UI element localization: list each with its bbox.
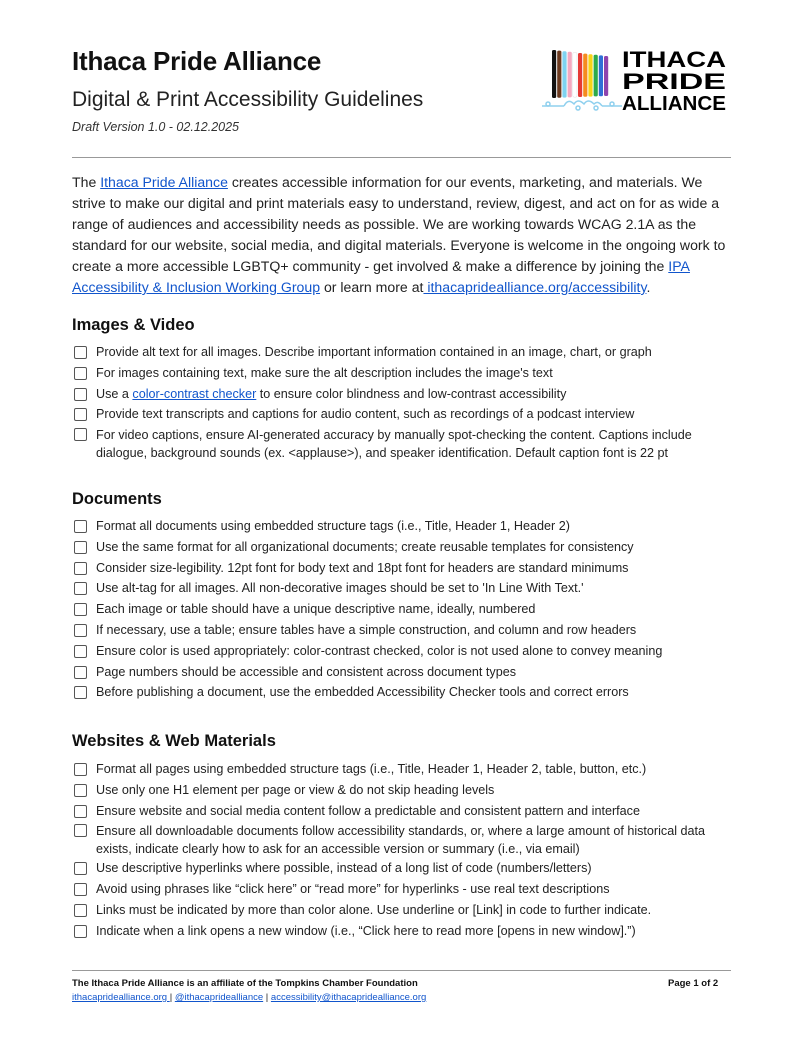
checkbox[interactable]	[74, 624, 87, 637]
checklist-item-text: Consider size-legibility. 12pt font for body text and 18pt font for headers are standard minimums	[96, 560, 629, 575]
intro-paragraph	[72, 172, 736, 298]
document-title: Ithaca Pride Alliance	[72, 46, 322, 76]
logo-graphic	[538, 46, 730, 114]
intro-text: .	[646, 279, 651, 295]
checkbox[interactable]	[74, 428, 87, 441]
images-video-checklist	[74, 342, 736, 462]
checkbox[interactable]	[74, 686, 87, 699]
logo-text: ALLIANCE	[622, 93, 726, 114]
checklist-item	[74, 620, 736, 641]
checklist-item	[74, 384, 736, 405]
accessibility-page-link[interactable]: ithacapridealliance.org/accessibility	[423, 279, 647, 295]
checkbox[interactable]	[74, 763, 87, 776]
checkbox[interactable]	[74, 346, 87, 359]
logo-stripe	[578, 53, 582, 97]
checklist-item-text: Format all pages using embedded structure tags (i.e., Title, Header 1, Header 2, table, button, etc.)	[96, 762, 647, 776]
checklist-item-text: Avoid using phrases like “click here” or “read more” for hyperlinks - use real text descriptions	[96, 882, 610, 897]
checklist-item-text: Before publishing a document, use the embedded Accessibility Checker tools and correct errors	[96, 685, 629, 700]
social-handle-link[interactable]: @ithacapridealliance	[174, 992, 264, 1003]
document-subtitle: Digital & Print Accessibility Guidelines	[72, 88, 424, 111]
checklist-item	[74, 342, 736, 363]
footer-affiliation: The Ithaca Pride Alliance is an affiliate of the Tompkins Chamber Foundation	[72, 978, 418, 989]
checklist-item	[74, 516, 736, 537]
checklist-item-text: Page numbers should be accessible and consistent across document types	[96, 664, 517, 679]
checklist-item	[74, 682, 736, 703]
footer-links	[72, 992, 426, 1003]
checklist-item	[74, 363, 736, 384]
checklist-item-text: Indicate when a link opens a new window (i.e., “Click here to read more [opens in new window].”)	[96, 923, 636, 938]
checklist-item	[74, 425, 736, 462]
checkbox[interactable]	[74, 784, 87, 797]
checklist-item	[74, 537, 736, 558]
section-heading-images-video: Images & Video	[72, 316, 195, 334]
logo-stripe	[557, 51, 561, 98]
checklist-item-text: If necessary, use a table; ensure tables have a simple construction, and column and row headers	[96, 622, 637, 637]
websites-checklist	[74, 759, 736, 942]
documents-checklist	[74, 516, 736, 703]
checkbox[interactable]	[74, 824, 87, 837]
logo-stripe	[552, 50, 556, 98]
working-group-link[interactable]: IPA Accessibility & Inclusion Working Group	[72, 258, 690, 295]
logo-stripe	[588, 54, 592, 96]
checklist-item	[74, 858, 736, 879]
checklist-item	[74, 404, 736, 425]
checklist-item-text: Format all documents using embedded structure tags (i.e., Title, Header 1, Header 2)	[96, 519, 570, 533]
color-contrast-checker-link[interactable]: color-contrast checker	[132, 386, 257, 401]
checklist-item	[74, 558, 736, 579]
logo-stripe	[594, 55, 598, 97]
draft-version: Draft Version 1.0 - 02.12.2025	[72, 120, 239, 134]
separator: |	[169, 992, 175, 1003]
logo-text: ITHACA	[622, 47, 727, 72]
website-link[interactable]: ithacapridealliance.org	[72, 992, 170, 1003]
intro-text: creates accessible information for our events, marketing, and materials. We strive to make our digital and print materials easy to understand, review, digest, and act on for as wide a range of audiences and accessibility needs as possible. We are working towards WCAG 2.1A as the standard for our website, social media, and digital materials. Everyone is welcome in the ongoing work to create a more accessible LGBTQ+ community - get involved & make a difference by joining the	[72, 174, 726, 274]
checklist-item	[74, 599, 736, 620]
logo-stripe	[573, 52, 577, 97]
checklist-item	[74, 578, 736, 599]
checklist-item-text: Ensure website and social media content follow a predictable and consistent pattern and interface	[96, 803, 640, 818]
section-heading-websites: Websites & Web Materials	[72, 732, 276, 750]
checklist-item	[74, 780, 736, 801]
intro-text: The	[72, 174, 101, 190]
checklist-item-text: Ensure color is used appropriately: color-contrast checked, color is not used alone to convey meaning	[96, 643, 663, 658]
logo-stripe	[604, 56, 608, 96]
logo-stripe	[568, 52, 572, 98]
checklist-item-text: Use the same format for all organizational documents; create reusable templates for consistency	[96, 539, 634, 554]
checklist-item	[74, 801, 736, 822]
checklist-item-text: Use a	[96, 386, 133, 401]
checkbox[interactable]	[74, 367, 87, 380]
ithaca-pride-alliance-logo	[538, 46, 730, 114]
checklist-item-text: For video captions, ensure AI-generated accuracy by manually spot-checking the content. Captions include dialogue, background sounds (ex. <applause>), and speaker identification. Default caption font is 22 pt	[96, 428, 692, 461]
page-number: Page 1 of 2	[668, 978, 719, 989]
checkbox[interactable]	[74, 603, 87, 616]
separator: |	[263, 992, 271, 1003]
checkbox[interactable]	[74, 883, 87, 896]
checklist-item-text: Provide text transcripts and captions for audio content, such as recordings of a podcast interview	[96, 407, 635, 422]
intro-text: or learn more at	[320, 279, 424, 295]
checklist-item	[74, 821, 736, 858]
checklist-item	[74, 641, 736, 662]
ithaca-pride-alliance-link[interactable]: Ithaca Pride Alliance	[100, 174, 228, 190]
checkbox[interactable]	[74, 388, 87, 401]
checklist-item-text: Use descriptive hyperlinks where possible, instead of a long list of code (numbers/letters)	[96, 861, 592, 876]
checklist-item	[74, 662, 736, 683]
checkbox[interactable]	[74, 666, 87, 679]
checkbox[interactable]	[74, 904, 87, 917]
logo-stripe	[599, 55, 603, 96]
checklist-item	[74, 879, 736, 900]
checklist-item-text: to ensure color blindness and low-contrast accessibility	[256, 386, 567, 401]
footer-divider	[72, 970, 731, 971]
checklist-item-text: Ensure all downloadable documents follow accessibility standards, or, where a large amount of historical data exists, indicate clearly how to ask for an accessible version or summary (i.e., via email)	[96, 824, 706, 857]
checkbox[interactable]	[74, 925, 87, 938]
checkbox[interactable]	[74, 582, 87, 595]
checklist-item-text: For images containing text, make sure the alt description includes the image's text	[96, 365, 553, 380]
checklist-item-text: Provide alt text for all images. Describe important information contained in an image, chart, or graph	[96, 345, 652, 359]
checklist-item	[74, 759, 736, 780]
logo-text: PRIDE	[622, 69, 726, 94]
checkbox[interactable]	[74, 541, 87, 554]
checklist-item-text: Use alt-tag for all images. All non-decorative images should be set to 'In Line With Text.'	[96, 581, 584, 596]
checklist-item-text: Links must be indicated by more than color alone. Use underline or [Link] in code to further indicate.	[96, 902, 652, 917]
checkbox[interactable]	[74, 520, 87, 533]
checkbox[interactable]	[74, 408, 87, 421]
section-heading-documents: Documents	[72, 490, 162, 508]
checkbox[interactable]	[74, 805, 87, 818]
email-link[interactable]: accessibility@ithacapridealliance.org	[270, 992, 427, 1003]
checklist-item	[74, 921, 736, 942]
checklist-item-text: Each image or table should have a unique descriptive name, ideally, numbered	[96, 602, 536, 617]
checkbox[interactable]	[74, 562, 87, 575]
logo-stripe	[562, 51, 566, 97]
checklist-item	[74, 900, 736, 921]
checklist-item-text: Use only one H1 element per page or view & do not skip heading levels	[96, 782, 495, 797]
header-divider	[72, 157, 731, 158]
checkbox[interactable]	[74, 862, 87, 875]
checkbox[interactable]	[74, 645, 87, 658]
logo-stripe	[583, 54, 587, 97]
